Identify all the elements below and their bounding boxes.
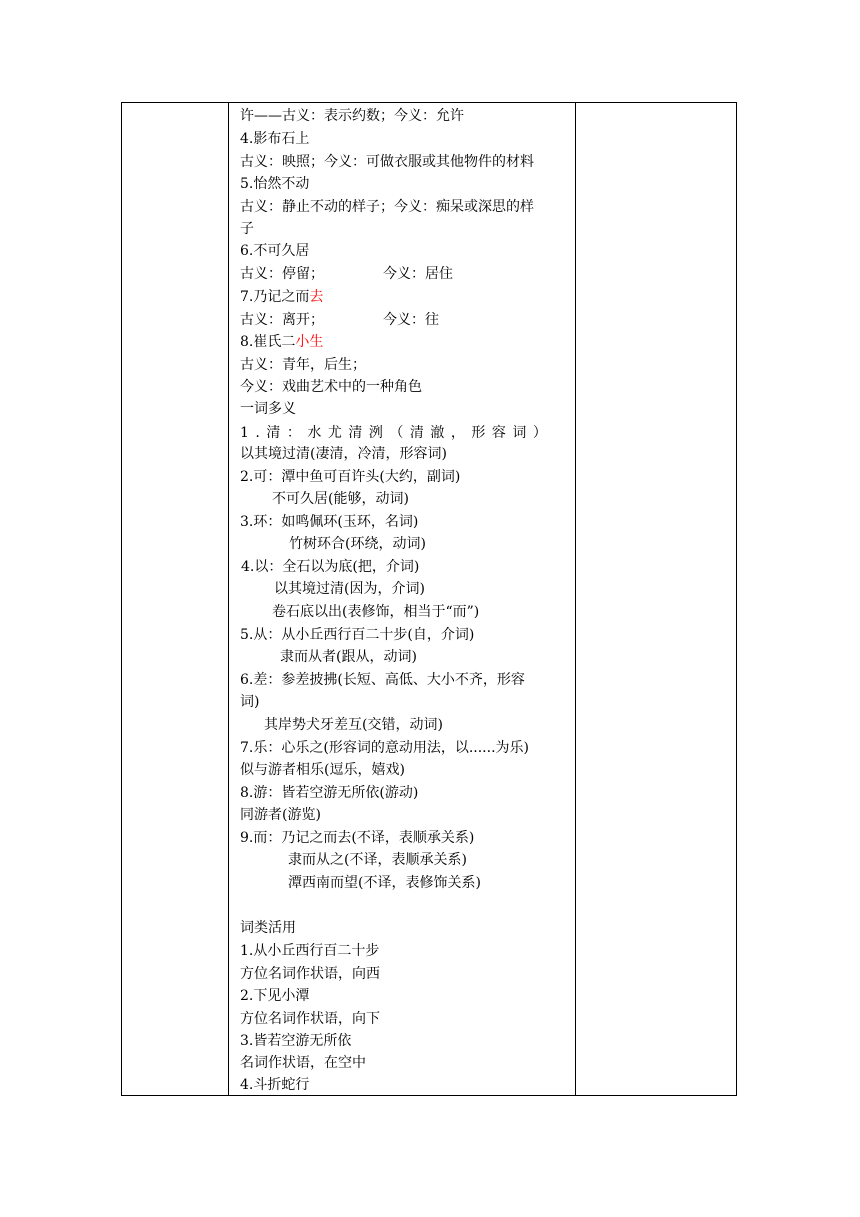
old-meaning: 古义：离开； [240,312,324,328]
text-line: 隶而从者(跟从，动词) [280,649,417,665]
text-line: 卷石底以出(表修饰，相当于“而”) [272,604,480,620]
text-line: 6.不可久居 [240,243,310,259]
text-line: 7.乐：心乐之(形容词的意动用法，以......为乐) [240,740,529,756]
text-line: 潭西南而望(不译，表修饰关系) [288,875,481,891]
text-line: 同游者(游览) [240,807,321,823]
text-line: 竹树环合(环绕，动词) [289,536,426,552]
text-line: 古义：静止不动的样子；今义：痴呆或深思的样 [240,199,534,215]
text-line [240,287,323,307]
text-line: 其岸势犬牙差互(交错，动词) [264,717,443,733]
text-line: 古义：映照；今义：可做衣服或其他物件的材料 [240,154,534,170]
content-table [121,102,737,1096]
text-line: 5.怡然不动 [240,176,310,192]
text-line: 8.游：皆若空游无所依(游动) [240,785,419,801]
text-line: 不可久居(能够，动词) [272,491,409,507]
highlighted-word: 小生 [295,334,324,350]
text-line: 方位名词作状语，向西 [240,966,380,982]
text-line: 以其境过清(凄清，冷清，形容词) [240,446,447,462]
text-line: 4.影布石上 [240,131,310,147]
text-line: 子 [240,221,254,237]
text-line: 5.从：从小丘西行百二十步(自，介词) [240,627,475,643]
text-line: 9.而：乃记之而去(不译，表顺承关系) [240,830,475,846]
text-line: 1.清：水尤清洌（清澈，形容词） [240,425,554,441]
text-line: 词) [240,694,260,710]
text-line: 以其境过清(因为，介词) [274,581,425,597]
text-line [240,310,439,330]
text-line [240,264,453,284]
text-line: 2.可：潭中鱼可百许头(大约，副词) [240,469,461,485]
column-divider-1 [228,103,229,1095]
text-line: 方位名词作状语，向下 [240,1011,380,1027]
section-heading: 一词多义 [240,401,296,417]
phrase-text: 7.乃记之而 [240,289,310,305]
text-line [240,332,323,352]
text-line: 6.差：参差披拂(长短、高低、大小不齐，形容 [240,672,525,688]
text-line: 2.下见小潭 [240,988,310,1004]
highlighted-word: 去 [309,289,324,305]
phrase-text: 8.崔氏二 [240,334,296,350]
text-line: 4.以：全石以为底(把，介词) [241,559,420,575]
text-line: 3.皆若空游无所依 [240,1033,352,1049]
new-meaning: 今义：居住 [383,266,453,282]
new-meaning: 今义：往 [383,312,439,328]
text-line: 4.斗折蛇行 [240,1077,310,1093]
old-meaning: 古义：停留； [240,266,324,282]
text-line: 隶而从之(不译，表顺承关系) [288,852,467,868]
column-divider-2 [575,103,576,1095]
section-heading: 词类活用 [240,920,296,936]
text-line: 1.从小丘西行百二十步 [240,943,380,959]
text-line: 今义：戏曲艺术中的一种角色 [240,379,422,395]
text-line: 名词作状语，在空中 [240,1055,366,1071]
text-line: 似与游者相乐(逗乐，嬉戏) [240,762,405,778]
text-line: 古义：青年，后生； [240,357,366,373]
text-line: 许——古义：表示约数；今义：允许 [240,108,464,124]
text-line: 3.环：如鸣佩环(玉环，名词) [240,514,419,530]
